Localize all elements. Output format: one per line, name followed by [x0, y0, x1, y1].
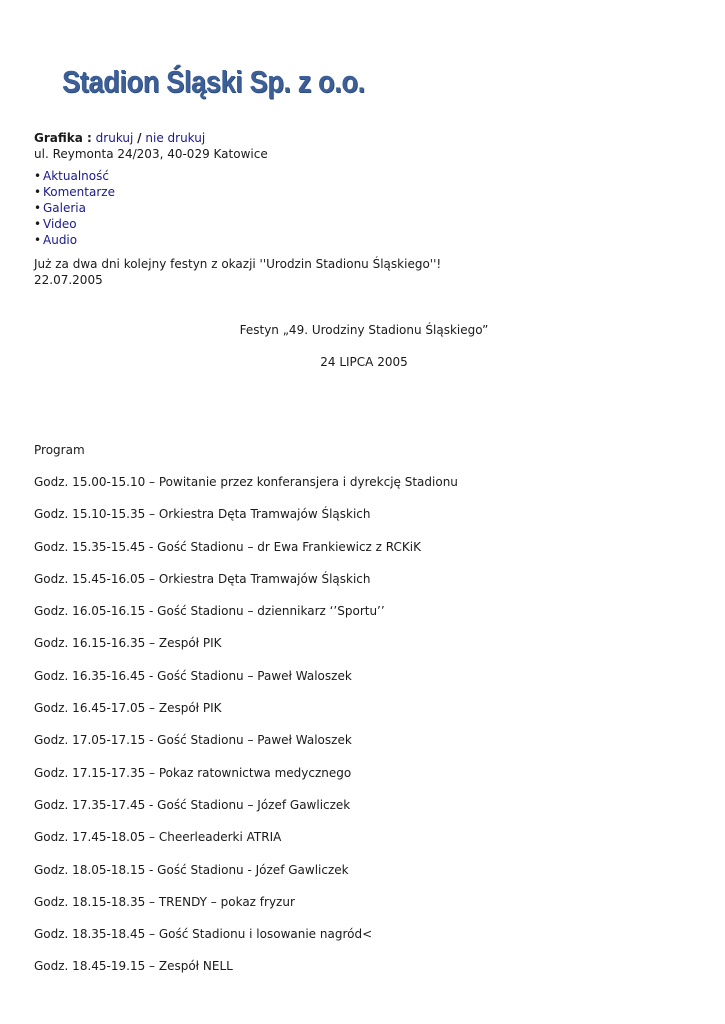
program-item: Godz. 17.05-17.15 - Gość Stadionu – Paweł Waloszek [34, 733, 352, 748]
program-item: Godz. 16.05-16.15 - Gość Stadionu – dziennikarz ‘’Sportu’’ [34, 604, 385, 619]
nav-item-komentarze [34, 184, 694, 200]
festyn-date: 24 LIPCA 2005 [320, 355, 408, 369]
grafika-separator: / [137, 131, 142, 145]
program-item: Godz. 17.45-18.05 – Cheerleaderki ATRIA [34, 830, 282, 845]
article-date: 22.07.2005 [34, 273, 103, 287]
nav-list [34, 168, 694, 248]
nav-link-aktualnosc[interactable]: Aktualność [43, 169, 109, 183]
nav-link-komentarze[interactable]: Komentarze [43, 185, 115, 199]
nav-item-audio [34, 232, 694, 248]
nav-item-aktualnosc [34, 168, 694, 184]
program-item: Godz. 15.45-16.05 – Orkiestra Dęta Tramwajów Śląskich [34, 571, 371, 586]
program-item: Godz. 15.35-15.45 - Gość Stadionu – dr Ewa Frankiewicz z RCKiK [34, 539, 421, 554]
main-content [34, 130, 694, 991]
program-item: Godz. 16.15-16.35 – Zespół PIK [34, 636, 222, 651]
grafika-label: Grafika : [34, 131, 92, 145]
program-item: Godz. 18.35-18.45 – Gość Stadionu i losowanie nagród< [34, 927, 373, 942]
program-item: Godz. 15.00-15.10 – Powitanie przez konferansjera i dyrekcję Stadionu [34, 475, 458, 489]
nav-link-video[interactable]: Video [43, 217, 77, 231]
program-item: Godz. 18.05-18.15 - Gość Stadionu - Józef Gawliczek [34, 862, 349, 877]
article-headline: Już za dwa dni kolejny festyn z okazji ''Urodzin Stadionu Śląskiego''! [34, 257, 442, 271]
program-item: Godz. 17.15-17.35 – Pokaz ratownictwa medycznego [34, 765, 352, 780]
nav-link-audio[interactable]: Audio [43, 233, 78, 247]
grafika-row [34, 130, 694, 146]
program-item: Godz. 15.10-15.35 – Orkiestra Dęta Tramwajów Śląskich [34, 507, 371, 522]
nav-item-galeria [34, 200, 694, 216]
program-item: Godz. 16.35-16.45 - Gość Stadionu – Paweł Waloszek [34, 668, 352, 683]
program-item: Godz. 16.45-17.05 – Zespół PIK [34, 701, 222, 716]
program-item: Godz. 17.35-17.45 - Gość Stadionu – Józef Gawliczek [34, 797, 351, 812]
print-link[interactable]: drukuj [95, 131, 134, 145]
festyn-title: Festyn „49. Urodziny Stadionu Śląskiego” [239, 323, 489, 337]
site-logo: Stadion Śląski Sp. z o.o. [62, 64, 365, 99]
nav-link-galeria[interactable]: Galeria [43, 201, 86, 215]
program-list [34, 474, 694, 974]
program-item: Godz. 18.45-19.15 – Zespół NELL [34, 959, 233, 974]
nav-item-video [34, 216, 694, 232]
address: ul. Reymonta 24/203, 40-029 Katowice [34, 147, 268, 161]
program-heading: Program [34, 443, 85, 457]
no-print-link[interactable]: nie drukuj [145, 131, 206, 145]
program-item: Godz. 18.15-18.35 – TRENDY – pokaz fryzur [34, 894, 295, 909]
